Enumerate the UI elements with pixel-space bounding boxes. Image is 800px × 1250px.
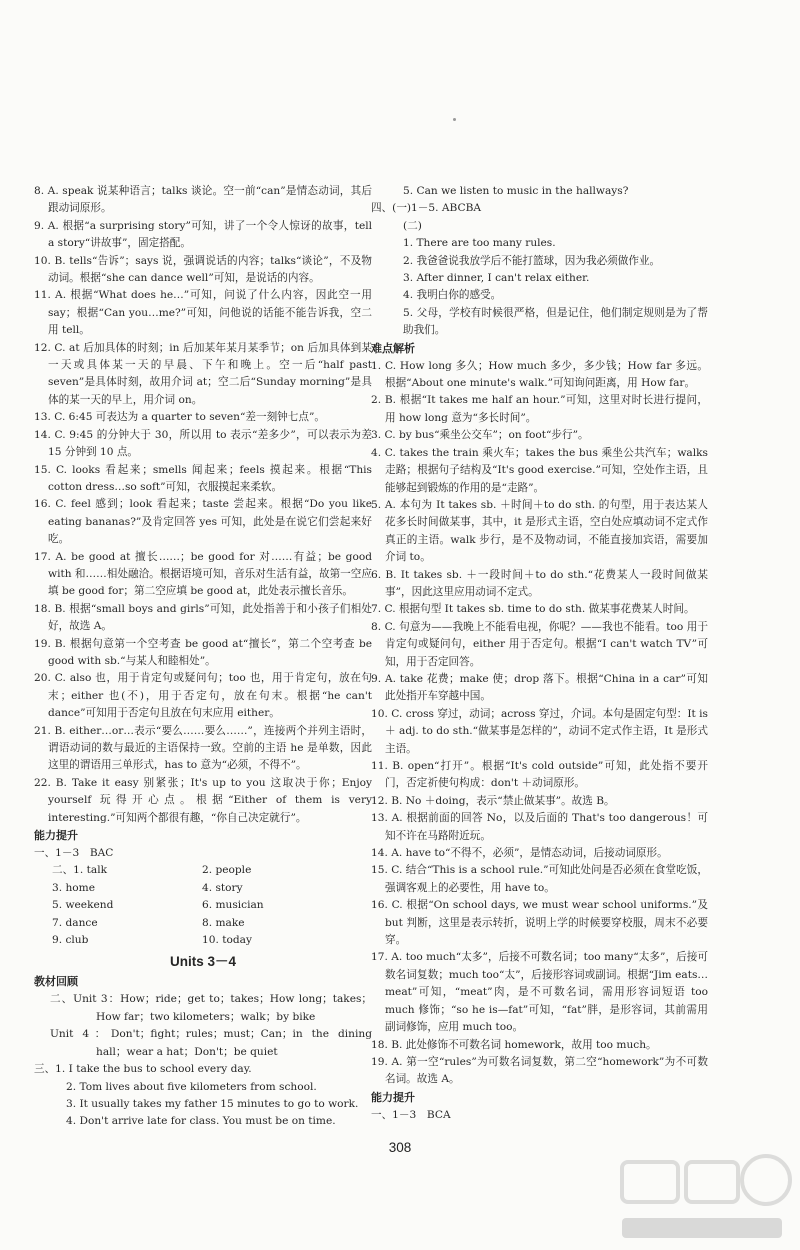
answer-entry: 2. B. 根据“It takes me half an hour.”可知，这里对时长进行提问，用 how long 意为“多长时间”。: [371, 394, 708, 424]
answer-entry: 16. C. feel 感到；look 看起来；taste 尝起来。根据“Do you like eating bananas?”及肯定回答 yes 可知，此处是在说它们尝起来好吃。: [34, 498, 372, 546]
answer-cell: 8. make: [202, 916, 245, 929]
answer-entry: 20. C. also 也，用于肯定句或疑问句；too 也，用于肯定句，放在句末；either 也(不)，用于否定句，放在句末。根据“he can't dance”可知用于否定句且放在句末应用 either。: [34, 672, 372, 720]
answer-entry: 12. C. at 后加具体的时刻；in 后加某年某月某季节；on 后加具体到某一天或具体某一天的早晨、下午和晚上。空一后“half past seven”是具体时刻，故用介词 at；空二后“Sunday morning”是具体的某一天的早上，用介词 on。: [34, 341, 372, 406]
answer-entry: 10. B. tells“告诉”；says 说，强调说话的内容；talks“谈论”，不及物动词。根据“she can dance well”可知，是说话的内容。: [34, 254, 372, 285]
answer-entry: 1. C. How long 多久；How much 多少，多少钱；How far 多远。根据“About one minute's walk.”可知询问距离，用 How far。: [371, 359, 708, 390]
answer-entry: 一、1－3 BAC: [34, 847, 114, 860]
section-heading: 教材回顾: [34, 975, 78, 989]
answer-entry: 15. C. 结合“This is a school rule.”可知此处问是否必须在食堂吃饭，强调客观上的必要性，用 have to。: [371, 864, 708, 894]
answer-entry: 5. Can we listen to music in the hallways?: [403, 185, 629, 197]
section-heading: 能力提升: [371, 1090, 415, 1104]
scan-speck: [453, 118, 456, 121]
answer-entry: 2. 我爸爸说我放学后不能打篮球，因为我必须做作业。: [403, 254, 661, 267]
answer-entry: 21. B. either…or…表示“要么……要么……”，连接两个并列主语时，谓语动词的数与最近的主语保持一致。空前的主语 he 是单数，因此这里的谓语用三单形式，has to 意为“必须，不得不”。: [34, 724, 372, 772]
answer-cell: 2. people: [202, 864, 252, 877]
answer-cell: 9. club: [52, 934, 89, 947]
answer-entry: 19. B. 根据句意第一个空考查 be good at“擅长”，第二个空考查 be good with sb.“与某人和睦相处”。: [34, 637, 372, 667]
answer-cell: 10. today: [202, 934, 252, 947]
unit-title: Units 3－4: [169, 954, 237, 970]
answer-entry: 17. A. too much“太多”，后接不可数名词；too many“太多”，后接可数名词复数；much too“太”，后接形容词或副词。根据“Jim eats…meat”可知，“meat”肉，是不可数名词，需用形容词短语 too much 修饰；“so he is—fat”可知，“fat”胖，是形容词，其前需用副词修饰，应用 much too。: [371, 951, 708, 1034]
answer-entry: 一、1－3 BCA: [371, 1108, 451, 1121]
answer-entry: 11. A. 根据“What does he…”可知，问说了什么内容，因此空一用 say；根据“Can you…me?”可知，问他说的话能不能告诉我，空二用 tell。: [34, 289, 372, 337]
answer-entry: 19. A. 第一空“rules”为可数名词复数，第二空“homework”为不可数名词。故选 A。: [371, 1055, 708, 1086]
answer-entry: 9. A. 根据“a surprising story”可知，讲了一个令人惊讶的故事，tell a story“讲故事”，固定搭配。: [34, 219, 372, 250]
answer-entry: Unit 4：Don't；fight；rules；must；Can；in the dining hall；wear a hat；Don't；be quiet: [50, 1028, 372, 1058]
answer-cell: 6. musician: [202, 899, 264, 912]
answer-entry: 12. B. No ＋doing，表示“禁止做某事”。故选 B。: [371, 794, 615, 807]
answer-cell: 二、1. talk: [52, 864, 108, 877]
answer-entry: 16. C. 根据“On school days, we must wear school uniforms.”及 but 判断，这里是表示转折，说明上学的时候要穿校服，周末不必要穿。: [371, 899, 708, 947]
answer-entry: 3. C. by bus“乘坐公交车”；on foot“步行”。: [371, 429, 589, 442]
answer-entry: 22. B. Take it easy 别紧张；It's up to you 这取决于你；Enjoy yourself 玩得开心点。根据“Either of them is very interesting.”可知两个都很有趣，“你自己决定就行”。: [34, 776, 372, 824]
answer-entry: 8. A. speak 说某种语言；talks 谈论。空一前“can”是情态动词，其后跟动词原形。: [34, 185, 372, 215]
answer-entry: 13. A. 根据前面的回答 No，以及后面的 That's too dangerous！可知不许在马路附近玩。: [371, 812, 708, 842]
answer-entry: 9. A. take 花费；make 使；drop 落下。根据“China in a car”可知此处指开车穿越中国。: [371, 672, 708, 703]
answer-entry: 5. 父母，学校有时候很严格，但是记住，他们制定规则是为了帮助我们。: [403, 306, 708, 337]
left-column: [34, 183, 372, 1131]
answer-entry: 3. After dinner, I can't relax either.: [403, 272, 590, 285]
answer-entry: 三、1. I take the bus to school every day.: [34, 1063, 252, 1076]
answer-entry: 4. 我明白你的感受。: [403, 289, 502, 302]
answer-entry: 11. B. open“打开”。根据“It's cold outside”可知，此处指不要开门，否定祈使句构成：don't ＋动词原形。: [371, 760, 708, 790]
section-heading: 能力提升: [34, 829, 78, 843]
answer-entry: 13. C. 6:45 可表达为 a quarter to seven“差一刻钟七点”。: [34, 411, 325, 424]
answer-entry: 2. Tom lives about five kilometers from school.: [66, 1080, 317, 1093]
answer-entry: 15. C. looks 看起来；smells 闻起来；feels 摸起来。根据“This cotton dress…so soft”可知，衣服摸起来柔软。: [34, 463, 372, 493]
answer-entry: 10. C. cross 穿过，动词；across 穿过，介词。本句是固定句型：It is ＋ adj. to do sth.“做某事是怎样的”，动词不定式作主语，It 是形式主语。: [371, 707, 708, 755]
answer-entry: 二、Unit 3：How；ride；get to；takes；How long；takes；How far；two kilometers；walk；by bike: [50, 993, 372, 1023]
section-heading: 难点解析: [371, 341, 415, 355]
answer-entry: 四、(一)1－5. ABCBA: [371, 202, 482, 215]
answer-cell: 5. weekend: [52, 899, 114, 912]
answer-entry: 18. B. 此处修饰不可数名词 homework，故用 too much。: [371, 1038, 657, 1051]
answer-cell: 3. home: [52, 881, 95, 894]
answer-cell: 7. dance: [52, 916, 98, 929]
answer-entry: 3. It usually takes my father 15 minutes to go to work.: [66, 1097, 359, 1110]
answer-entry: 8. C. 句意为——我晚上不能看电视，你呢？——我也不能看。too 用于肯定句或疑问句，either 用于否定句。根据“I can't watch TV”可知，用于否定回答。: [371, 620, 708, 668]
right-column: [371, 183, 708, 1124]
answer-grid: [34, 862, 372, 949]
answer-entry: 7. C. 根据句型 It takes sb. time to do sth. 做某事花费某人时间。: [371, 603, 695, 616]
answer-cell: 4. story: [202, 881, 243, 894]
answer-entry: 14. A. have to“不得不，必须”，是情态动词，后接动词原形。: [371, 847, 668, 860]
page-number: 308: [388, 1140, 412, 1155]
answer-entry: 4. Don't arrive late for class. You must be on time.: [66, 1115, 336, 1128]
answer-entry: 6. B. It takes sb. ＋一段时间＋to do sth.“花费某人一段时间做某事”，因此这里应用动词不定式。: [371, 568, 708, 598]
answer-entry: 17. A. be good at 擅长……；be good for 对……有益；be good with 和……相处融洽。根据语境可知，音乐对生活有益，故第一空应填 be good for；第二空应填 be good at，此处表示擅长音乐。: [34, 550, 372, 598]
answer-entry: 14. C. 9:45 的分钟大于 30，所以用 to 表示“差多少”，可以表示为差 15 分钟到 10 点。: [34, 428, 372, 459]
answer-entry: 4. C. takes the train 乘火车；takes the bus 乘坐公共汽车；walks 走路；根据句子结构及“It's good exercise.”可知，空处作主语，且能够起到锻炼的作用的是“走路”。: [371, 446, 708, 494]
answer-entry: 5. A. 本句为 It takes sb. ＋时间＋to do sth. 的句型，用于表达某人花多长时间做某事，其中，it 是形式主语，空白处应填动词不定式作真正的主语。walk 步行，是不及物动词，不能直接加宾语，需要加介词 to。: [371, 498, 708, 564]
watermark-logo: [616, 1150, 796, 1246]
answer-entry: (二): [403, 219, 422, 232]
answer-entry: 1. There are too many rules.: [403, 237, 556, 250]
answer-entry: 18. B. 根据“small boys and girls”可知，此处指善于和小孩子们相处好，故选 A。: [34, 602, 372, 633]
